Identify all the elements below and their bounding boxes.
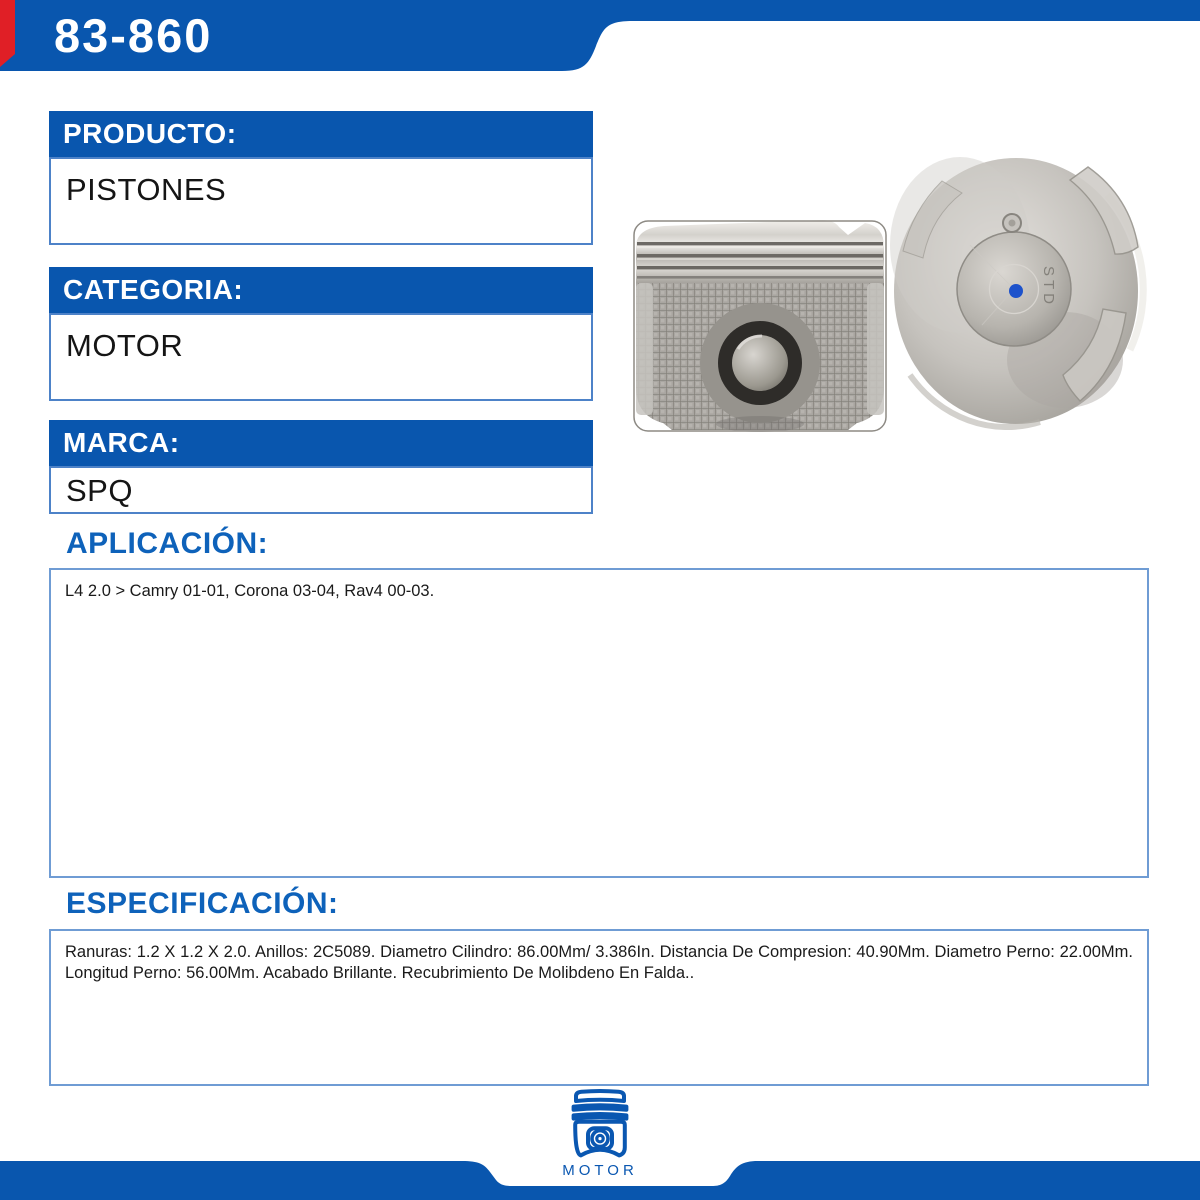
categoria-label-bar (49, 267, 593, 313)
product-photo (610, 135, 1150, 445)
producto-label: PRODUCTO: (63, 118, 237, 149)
marca-label-bar (49, 420, 593, 466)
producto-label-bar (49, 111, 593, 157)
especificacion-text: Ranuras: 1.2 X 1.2 X 2.0. Anillos: 2C5089. Diametro Cilindro: 86.00Mm/ 3.386In. Distancia De Compresion: 40.90Mm. Diametro Perno: 22.00Mm. Longitud Perno: 56.00Mm. Acabado Brillante. Recubrimiento De Molibdeno En Falda.. (65, 943, 1133, 982)
piston-marking-std: STD (1040, 266, 1057, 308)
marca-value-box (49, 466, 593, 514)
categoria-value: MOTOR (66, 328, 184, 363)
producto-value: PISTONES (66, 172, 227, 207)
footer-category-label: MOTOR (562, 1162, 638, 1179)
producto-value-box (49, 157, 593, 245)
categoria-value-box (49, 313, 593, 401)
marca-value: SPQ (66, 473, 133, 508)
piston-icon (560, 1088, 640, 1162)
categoria-label: CATEGORIA: (63, 274, 244, 305)
aplicacion-box (49, 568, 1149, 878)
piston-top-view (890, 157, 1143, 427)
blue-paint-dot (1009, 284, 1023, 298)
piston-side-view (634, 220, 886, 432)
aplicacion-heading: APLICACIÓN: (66, 527, 269, 560)
especificacion-heading: ESPECIFICACIÓN: (66, 887, 339, 920)
aplicacion-text: L4 2.0 > Camry 01-01, Corona 03-04, Rav4 00-03. (65, 582, 435, 600)
part-number-title: 83-860 (54, 9, 213, 62)
especificacion-box (49, 929, 1149, 1086)
marca-label: MARCA: (63, 427, 180, 458)
